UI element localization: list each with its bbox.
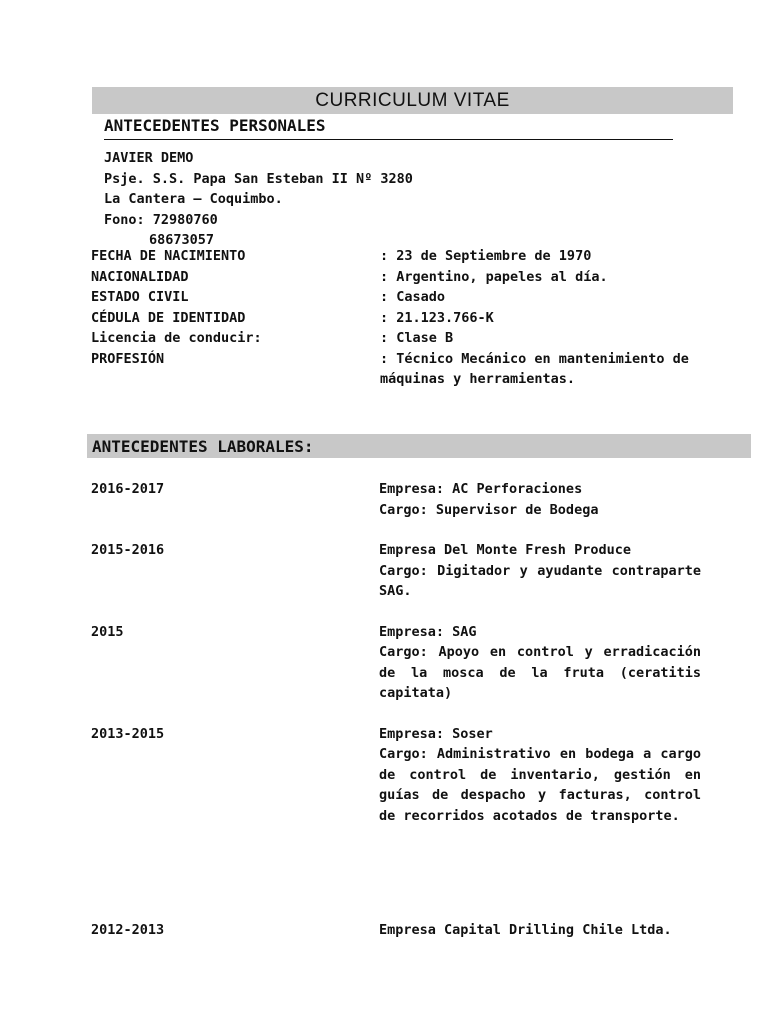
job-company: Empresa Capital Drilling Chile Ltda.: [379, 922, 672, 938]
personal-label: Licencia de conducir:: [91, 330, 262, 346]
personal-value: : Casado: [380, 289, 446, 305]
personal-details: [91, 246, 711, 390]
job-role: Cargo: Digitador y ayudante contraparte SAG.: [379, 562, 701, 599]
job-years: 2015: [91, 623, 124, 640]
personal-value: : 23 de Septiembre de 1970: [380, 248, 592, 264]
personal-row: [91, 308, 711, 329]
job-detail: [379, 920, 701, 941]
personal-row: [91, 287, 711, 308]
personal-label: FECHA DE NACIMIENTO: [91, 248, 246, 264]
job-list: [91, 479, 701, 941]
job-entry: [91, 920, 701, 941]
job-entry: [91, 479, 701, 520]
job-years: 2013-2015: [91, 725, 165, 742]
personal-section-heading: ANTECEDENTES PERSONALES: [104, 115, 673, 140]
personal-value: : 21.123.766-K: [380, 309, 494, 326]
personal-value: : Clase B: [380, 330, 454, 346]
labor-section-heading: ANTECEDENTES LABORALES:: [87, 434, 751, 458]
job-entry: [91, 724, 701, 827]
personal-label: ESTADO CIVIL: [91, 289, 189, 305]
job-detail: [379, 622, 701, 704]
personal-label: PROFESIÓN: [91, 350, 165, 367]
personal-label: NACIONALIDAD: [91, 268, 189, 285]
job-years: 2012-2013: [91, 922, 165, 938]
personal-row: [91, 267, 711, 288]
job-years: 2015-2016: [91, 542, 165, 558]
personal-row: [91, 246, 711, 267]
phone-secondary: 68673057: [149, 232, 215, 248]
job-entry: [91, 540, 701, 602]
job-role: Cargo: Supervisor de Bodega: [379, 501, 599, 518]
job-years: 2016-2017: [91, 481, 165, 497]
address-line-2: La Cantera – Coquimbo.: [104, 191, 283, 207]
personal-value: : Argentino, papeles al día.: [380, 268, 608, 285]
contact-block: [104, 148, 413, 251]
job-company: Empresa: AC Perforaciones: [379, 481, 583, 497]
candidate-name: JAVIER DEMO: [104, 150, 194, 166]
job-detail: [379, 724, 701, 827]
phone-primary: Fono: 72980760: [104, 211, 218, 228]
job-detail: [379, 540, 701, 602]
job-company: Empresa: SAG: [379, 623, 477, 640]
address-line-1: Psje. S.S. Papa San Esteban II Nº 3280: [104, 170, 413, 187]
personal-row: [91, 328, 711, 349]
job-entry: [91, 622, 701, 704]
job-role: Cargo: Apoyo en control y erradicación de la mosca de la fruta (ceratitis capitata): [379, 644, 701, 701]
job-detail: [379, 479, 701, 520]
personal-label: CÉDULA DE IDENTIDAD: [91, 309, 246, 326]
personal-value: : Técnico Mecánico en mantenimiento de máquinas y herramientas.: [380, 350, 689, 387]
personal-row: [91, 349, 711, 390]
job-company: Empresa Del Monte Fresh Produce: [379, 542, 631, 558]
job-role: Cargo: Administrativo en bodega a cargo de control de inventario, gestión en guías de despacho y facturas, control de recorridos acotados de transporte.: [379, 746, 701, 824]
document-title: CURRICULUM VITAE: [92, 87, 733, 114]
job-company: Empresa: Soser: [379, 725, 493, 742]
